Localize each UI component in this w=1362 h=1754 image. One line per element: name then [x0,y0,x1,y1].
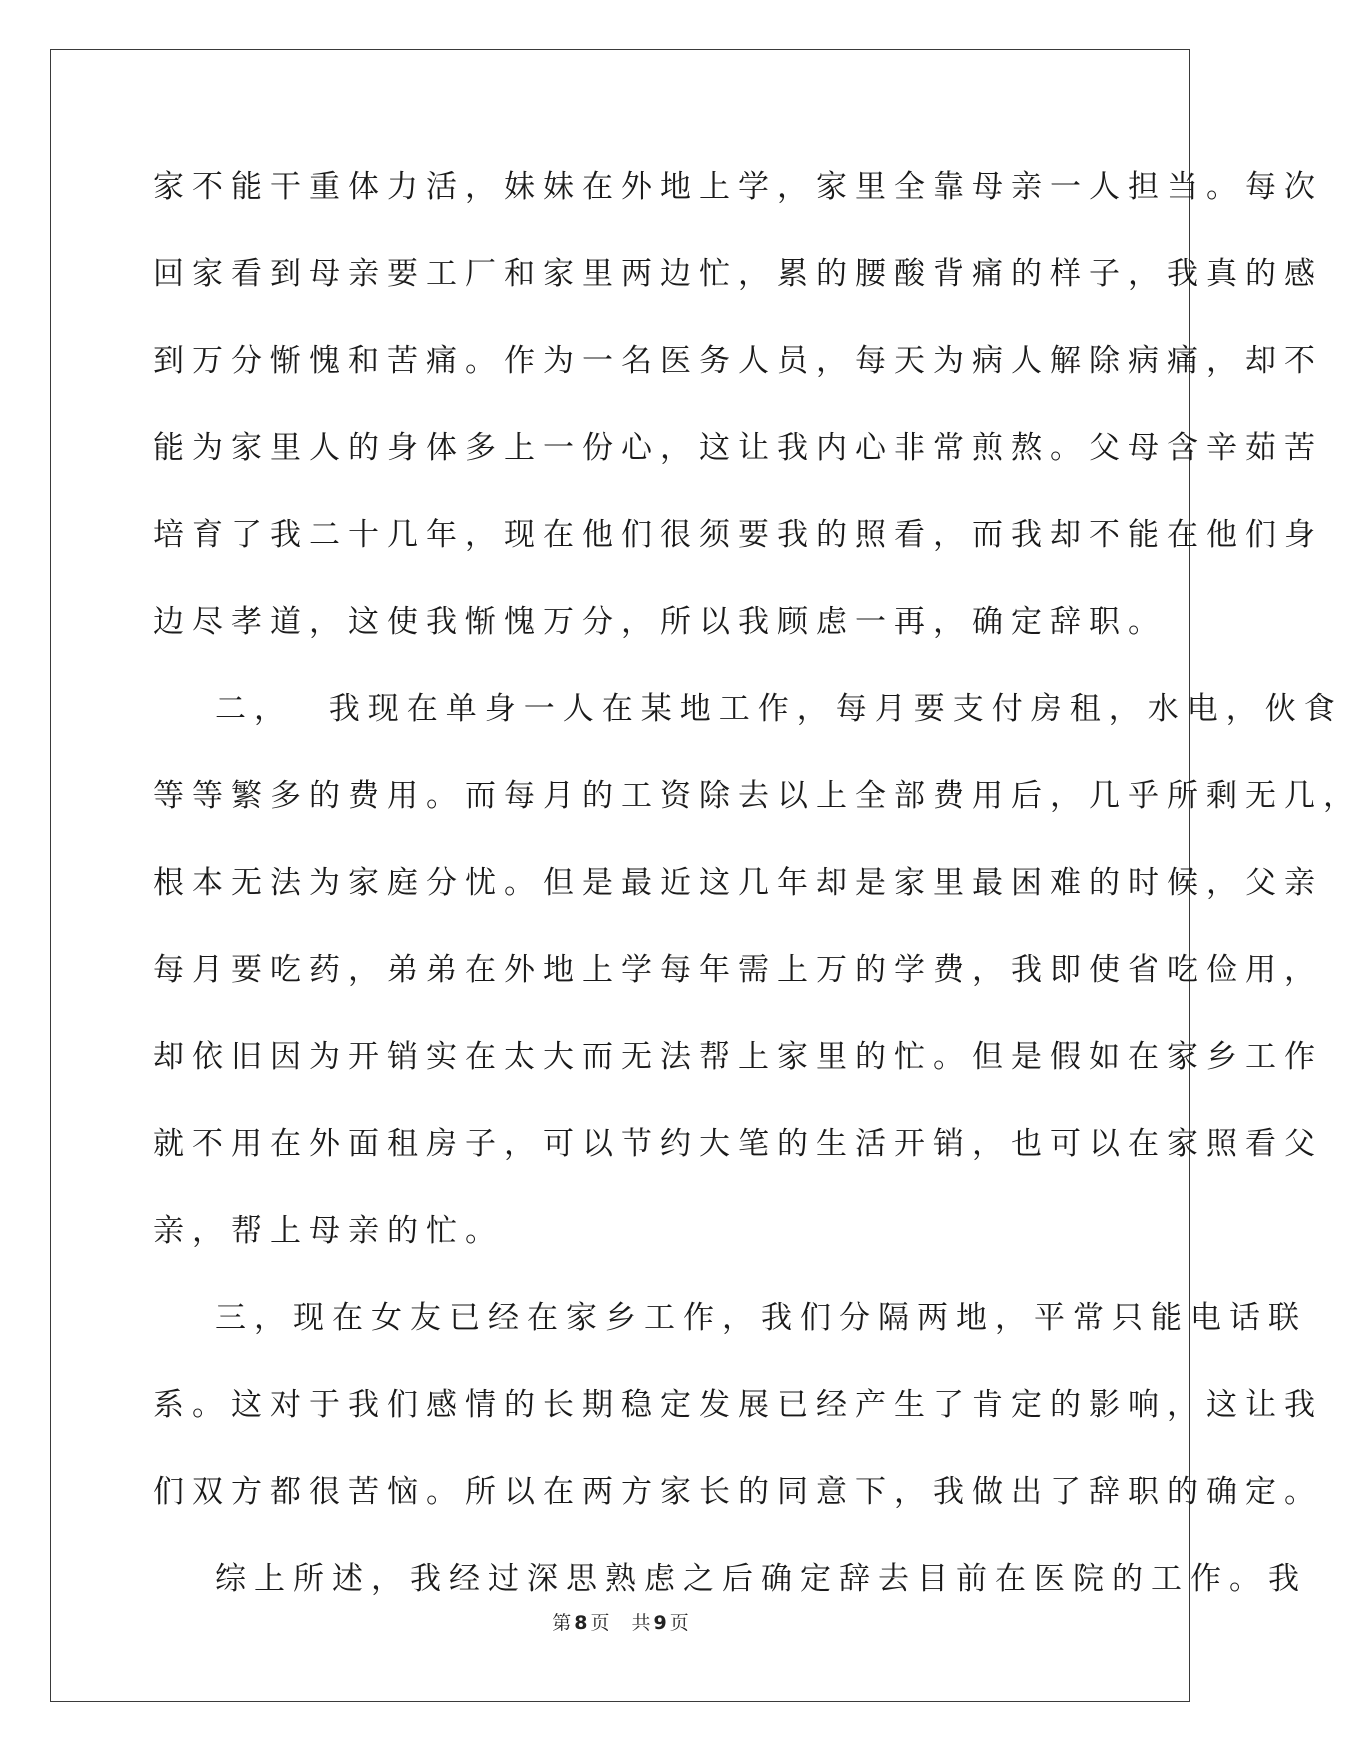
text-line: 能为家里人的身体多上一份心，这让我内心非常煎熬。父母含辛茹苦 [153,430,1323,466]
text-line: 亲，帮上母亲的忙。 [153,1213,504,1249]
text-line: 每月要吃药，弟弟在外地上学每年需上万的学费，我即使省吃俭用， [153,952,1323,988]
text-line: 们双方都很苦恼。所以在两方家长的同意下，我做出了辞职的确定。 [153,1474,1323,1510]
page-prefix: 第 [552,1612,572,1634]
text-line: 回家看到母亲要工厂和家里两边忙，累的腰酸背痛的样子，我真的感 [153,256,1323,292]
text-line: 根本无法为家庭分忧。但是最近这几年却是家里最困难的时候，父亲 [153,865,1323,901]
paragraph-start-line: 三，现在女友已经在家乡工作，我们分隔两地，平常只能电话联 [215,1300,1307,1336]
text-line: 家不能干重体力活，妹妹在外地上学，家里全靠母亲一人担当。每次 [153,169,1323,205]
text-line: 就不用在外面租房子，可以节约大笔的生活开销，也可以在家照看父 [153,1126,1323,1162]
text-line: 到万分惭愧和苦痛。作为一名医务人员，每天为病人解除病痛，却不 [153,343,1323,379]
current-page-number: 8 [574,1612,588,1634]
text-line: 边尽孝道，这使我惭愧万分，所以我顾虑一再，确定辞职。 [153,604,1167,640]
paragraph-start-line: 二， 我现在单身一人在某地工作，每月要支付房租，水电，伙食 [215,691,1343,727]
text-line: 培育了我二十几年，现在他们很须要我的照看，而我却不能在他们身 [153,517,1323,553]
text-line: 系。这对于我们感情的长期稳定发展已经产生了肯定的影响，这让我 [153,1387,1323,1423]
page-suffix: 页 [590,1612,610,1634]
paragraph-start-line: 综上所述，我经过深思熟虑之后确定辞去目前在医院的工作。我 [215,1561,1307,1597]
page-footer [0,1611,1241,1635]
text-line: 等等繁多的费用。而每月的工资除去以上全部费用后，几乎所剩无几， [153,778,1362,814]
text-line: 却依旧因为开销实在太大而无法帮上家里的忙。但是假如在家乡工作 [153,1039,1323,1075]
total-page-number: 9 [653,1612,667,1634]
total-prefix: 共 [631,1612,651,1634]
total-suffix: 页 [669,1612,689,1634]
document-body [153,162,1362,1641]
